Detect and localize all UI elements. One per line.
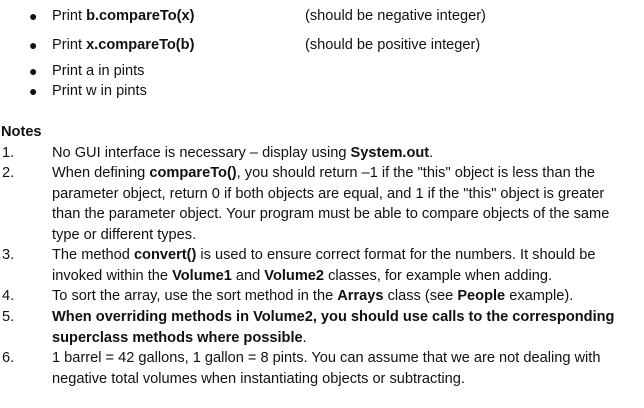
note-text: example). (505, 288, 574, 304)
note-line (52, 266, 642, 287)
bullet-text: Print b.compareTo(x) (52, 8, 195, 24)
bullet-icon: ● (29, 63, 38, 79)
note-line (52, 307, 642, 328)
bullet-comment: (should be positive integer) (305, 37, 481, 53)
note-text: and (231, 267, 265, 284)
note-line (52, 245, 642, 266)
note-text: No GUI interface is necessary – display using (52, 145, 351, 161)
note-bold-text: compareTo() (149, 165, 237, 181)
note-number: 4. (2, 288, 15, 304)
note-number: 6. (2, 350, 15, 366)
note-text: To sort the array, use the sort method in the (52, 288, 338, 304)
note-text: 1 barrel = 42 gallons, 1 gallon = 8 pints. You can assume that we are not dealing with (52, 350, 601, 366)
note-text: , you should return –1 if the "this" object is less than the (236, 165, 596, 181)
note-bold-text: Volume2 (264, 267, 325, 284)
note-bold-text: Arrays (337, 288, 384, 304)
note-body (52, 348, 642, 389)
note-line (52, 286, 642, 307)
code-text: x.compareTo(b) (86, 37, 195, 53)
note-line (52, 225, 642, 246)
note-body (52, 286, 642, 307)
note-text: than the parameter object. Your program must be able to compare objects of the same (52, 206, 610, 222)
note-body (52, 245, 642, 286)
bullet-text: Print a in pints (52, 63, 145, 79)
note-line (52, 184, 642, 205)
bullet-icon: ● (29, 83, 38, 99)
bullet-comment: (should be negative integer) (305, 8, 486, 24)
note-line (52, 348, 642, 369)
note-body (52, 163, 642, 245)
note-text: . (429, 145, 434, 161)
notes-heading: Notes (1, 124, 42, 140)
note-text: negative total volumes when instantiating objects or subtracting. (52, 370, 465, 387)
note-number: 1. (2, 145, 15, 161)
bullet-icon: ● (29, 8, 38, 24)
note-body (52, 143, 642, 164)
note-number: 2. (2, 165, 15, 181)
note-text: . (302, 329, 307, 346)
note-body (52, 307, 642, 348)
note-bold-text: People (457, 288, 506, 304)
bullet-text: Print x.compareTo(b) (52, 37, 195, 53)
note-bold-text: Volume1 (172, 267, 232, 284)
code-text: b.compareTo(x) (86, 8, 195, 24)
note-line (52, 369, 642, 390)
note-line (52, 143, 642, 164)
note-number: 5. (2, 309, 15, 325)
note-bold-text: When overriding methods in Volume2, you should use calls to the corresponding (52, 309, 615, 325)
note-bold-text: System.out (350, 145, 430, 161)
bullet-text: Print w in pints (52, 83, 147, 99)
note-bold-text: convert() (133, 247, 197, 263)
note-line (52, 163, 642, 184)
note-text: parameter object, return 0 if both objects are equal, and 1 if the "this" object is greater (52, 185, 605, 202)
note-number: 3. (2, 247, 15, 263)
note-bold-text: superclass methods where possible (52, 329, 303, 346)
note-text: type or different types. (52, 226, 197, 243)
note-text: class (see (383, 288, 458, 304)
note-text: When defining (52, 165, 150, 181)
bullet-icon: ● (29, 37, 38, 53)
note-text: invoked within the (52, 267, 173, 284)
note-line (52, 204, 642, 225)
note-text: The method (52, 247, 134, 263)
note-line (52, 328, 642, 349)
note-text: classes, for example when adding. (324, 267, 552, 284)
note-text: is used to ensure correct format for the numbers. It should be (196, 247, 596, 263)
